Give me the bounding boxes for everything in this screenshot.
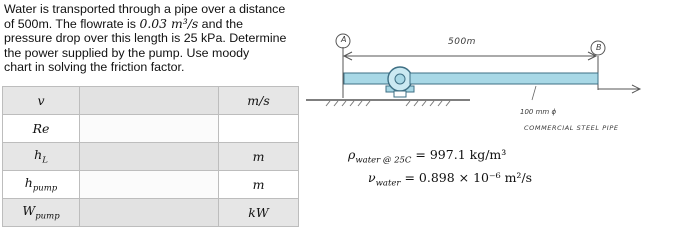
symbol-cell: Re	[3, 115, 80, 143]
point-b-label: B	[596, 43, 602, 52]
outlet-pipe	[410, 73, 598, 84]
answer-table	[2, 86, 299, 227]
symbol-cell: $h_{pump}$	[3, 171, 80, 199]
answer-input-cell[interactable]	[80, 87, 219, 115]
table-row	[3, 143, 299, 171]
flowrate-value: 0.03 m³/s	[139, 15, 199, 31]
length-label: 500m	[448, 37, 476, 47]
table-row	[3, 115, 299, 143]
pipe-material-label: COMMERCIAL STEEL PIPE	[524, 124, 619, 132]
answer-input-cell[interactable]	[80, 171, 219, 199]
viscosity-property: $\nu_{water} = 0.898 \times 10^{-6}$ m²/s	[368, 170, 533, 189]
problem-line-1: Water is transported through a pipe over a distance	[4, 2, 286, 16]
problem-line-3: pressure drop over this length is 25 kPa. Determine	[4, 31, 287, 46]
symbol-cell: v	[3, 87, 80, 115]
pipe-diameter-label: 100 mm ϕ	[520, 108, 557, 116]
problem-line-2: of 500m. The flowrate is 0.03 m³/s and the	[4, 15, 244, 31]
problem-line-4: the power supplied by the pump. Use moody	[4, 45, 250, 60]
answer-input-cell[interactable]	[80, 143, 219, 171]
symbol-cell: $W_{pump}$	[3, 199, 80, 227]
table-row	[3, 87, 299, 115]
answer-input-cell[interactable]	[80, 199, 219, 227]
symbol-cell: $h_L$	[3, 143, 80, 171]
density-property: $\rho_{water @ 25C} = 997.1$ kg/m³	[348, 147, 507, 166]
table-row	[3, 171, 299, 199]
unit-cell: m	[219, 171, 299, 199]
ground-hatching	[326, 101, 450, 106]
unit-cell: m	[219, 143, 299, 171]
point-a-label: A	[341, 35, 347, 44]
answer-input-cell[interactable]	[80, 115, 219, 143]
unit-cell: kW	[219, 199, 299, 227]
problem-line-5: chart in solving the friction factor.	[4, 60, 185, 75]
pipe-sketch-drawing	[300, 0, 675, 228]
problem-statement	[4, 2, 296, 75]
pipe-sketch	[300, 0, 675, 228]
unit-cell: m/s	[219, 87, 299, 115]
unit-cell	[219, 115, 299, 143]
table-row	[3, 199, 299, 227]
